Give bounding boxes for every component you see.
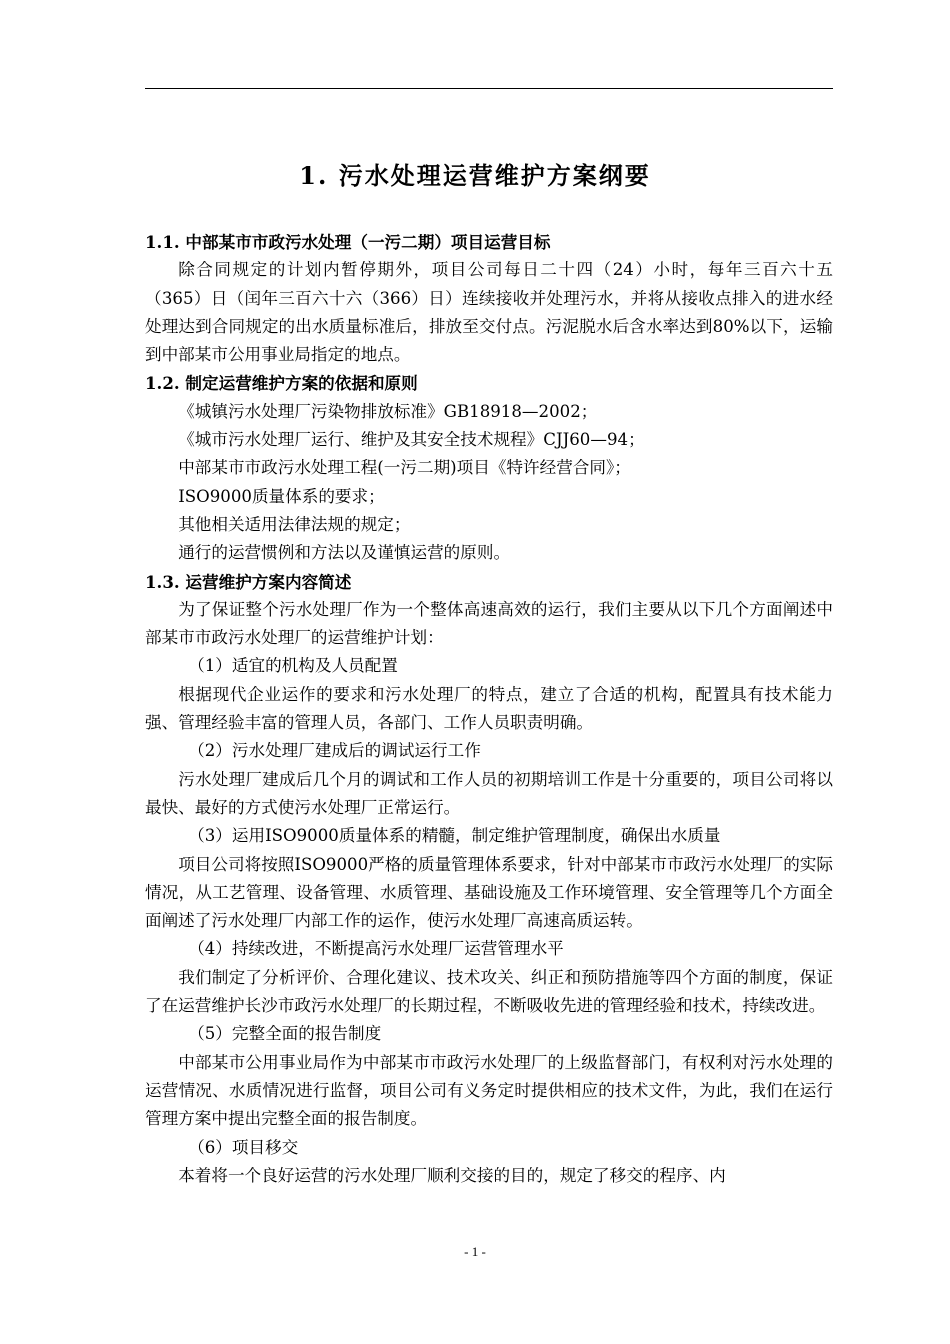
basis-item: 通行的运营惯例和方法以及谨慎运营的原则。 [178,543,511,563]
section-heading-1-1: 1.1. 中部某市市政污水处理（一污二期）项目运营目标 [145,232,551,252]
subsection-text: 污水处理厂建成后几个月的调试和工作人员的初期培训工作是十分重要的，项目公司将以最快、最好的方式使污水处理厂正常运行。 [145,769,833,817]
basis-item: 其他相关适用法律法规的规定； [178,514,411,534]
subsection-label: （3）运用ISO9000质量体系的精髓，制定维护管理制度，确保出水质量 [188,826,721,846]
section-1-1-paragraph: 除合同规定的计划内暂停期外，项目公司每日二十四（24）小时，每年三百六十五（365）日（闰年三百六十六（366）日）连续接收并处理污水，并将从接收点排入的进水经处理达到合同规定的出水质量标准后，排放至交付点。污泥脱水后含水率达到80%以下，运输到中部某市公用事业局指定的地点。 [145,260,833,365]
subsection-text: 项目公司将按照ISO9000严格的质量管理体系要求，针对中部某市市政污水处理厂的实际情况，从工艺管理、设备管理、水质管理、基础设施及工作环境管理、安全管理等几个方面全面阐述了污水处理厂内部工作的运作，使污水处理厂高速高质运转。 [145,854,833,931]
basis-item: 《城镇污水处理厂污染物排放标准》GB18918—2002； [178,401,598,421]
section-heading-1-3: 1.3. 运营维护方案内容简述 [145,571,352,592]
subsection-text: 中部某市公用事业局作为中部某市市政污水处理厂的上级监督部门，有权利对污水处理的运营情况、水质情况进行监督，项目公司有义务定时提供相应的技术文件，为此，我们在运行管理方案中提出完整全面的报告制度。 [145,1052,833,1129]
basis-item: 中部某市市政污水处理工程(一污二期)项目《特许经营合同》； [178,458,631,478]
basis-item: 《城市污水处理厂运行、维护及其安全技术规程》CJJ60—94； [178,430,645,450]
subsection-label: （2）污水处理厂建成后的调试运行工作 [188,741,481,761]
document-body [145,228,833,1190]
document-title: 1. 污水处理运营维护方案纲要 [299,161,651,190]
subsection-text: 根据现代企业运作的要求和污水处理厂的特点，建立了合适的机构，配置具有技术能力强、管理经验丰富的管理人员，各部门、工作人员职责明确。 [145,684,833,733]
section-heading-1-2: 1.2. 制定运营维护方案的依据和原则 [145,373,418,394]
subsection-text: 我们制定了分析评价、合理化建议、技术攻关、纠正和预防措施等四个方面的制度，保证了在运营维护长沙市政污水处理厂的长期过程，不断吸收先进的管理经验和技术，持续改进。 [145,967,833,1016]
page-number: - 1 - [464,1244,486,1259]
section-1-3-intro: 为了保证整个污水处理厂作为一个整体高速高效的运行，我们主要从以下几个方面阐述中部某市市政污水处理厂的运营维护计划： [145,599,833,648]
subsection-label: （5）完整全面的报告制度 [188,1024,382,1044]
subsection-text: 本着将一个良好运营的污水处理厂顺利交接的目的，规定了移交的程序、内 [178,1165,726,1185]
subsection-label: （6）项目移交 [188,1137,299,1157]
basis-item: ISO9000质量体系的要求； [178,486,385,506]
subsection-label: （4）持续改进，不断提高污水处理厂运营管理水平 [188,939,564,959]
subsection-label: （1）适宜的机构及人员配置 [188,656,398,676]
header-rule [145,88,833,89]
